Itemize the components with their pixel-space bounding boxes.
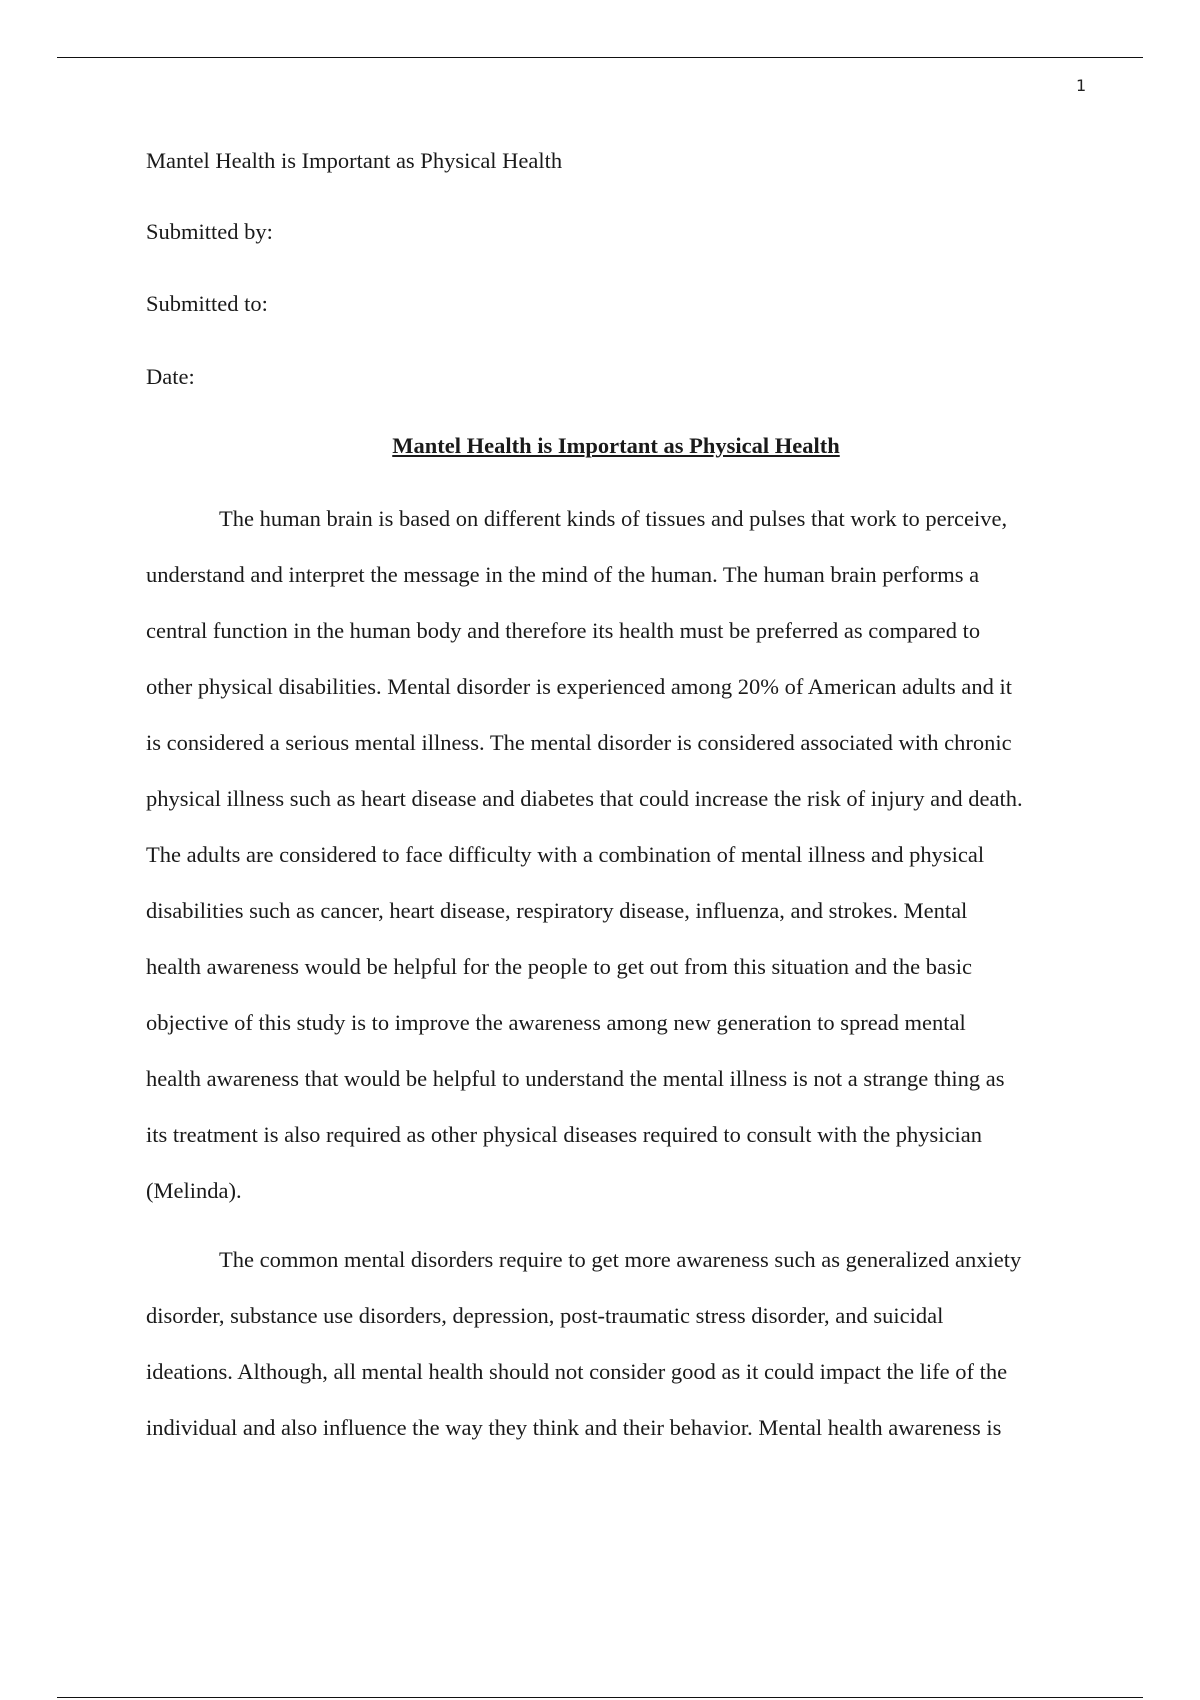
paragraph-line: individual and also influence the way they think and their behavior. Mental health awareness is xyxy=(146,1415,1002,1440)
paragraph-2 xyxy=(146,1232,1086,1456)
date-label: Date: xyxy=(146,364,195,389)
paragraph-line: The adults are considered to face difficulty with a combination of mental illness and physical xyxy=(146,842,985,867)
paragraph-line: its treatment is also required as other physical diseases required to consult with the physician xyxy=(146,1122,983,1147)
essay-heading: Mantel Health is Important as Physical Health xyxy=(392,433,840,458)
paragraph-line: health awareness would be helpful for the people to get out from this situation and the basic xyxy=(146,954,973,979)
paragraph-1 xyxy=(146,491,1086,1219)
paragraph-line: ideations. Although, all mental health should not consider good as it could impact the life of the xyxy=(146,1359,1008,1384)
paragraph-line: physical illness such as heart disease and diabetes that could increase the risk of injury and death. xyxy=(146,786,1023,811)
paragraph-line: The common mental disorders require to get more awareness such as generalized anxiety xyxy=(219,1247,1022,1272)
header-rule xyxy=(57,57,1143,58)
paragraph-line: health awareness that would be helpful to understand the mental illness is not a strange thing as xyxy=(146,1066,1005,1091)
paragraph-line: disorder, substance use disorders, depression, post-traumatic stress disorder, and suicidal xyxy=(146,1303,944,1328)
paragraph-line: other physical disabilities. Mental disorder is experienced among 20% of American adults and it xyxy=(146,674,1013,699)
paragraph-line: understand and interpret the message in the mind of the human. The human brain performs a xyxy=(146,562,980,587)
paragraph-line: (Melinda). xyxy=(146,1178,242,1203)
paragraph-line: disabilities such as cancer, heart disease, respiratory disease, influenza, and strokes. Mental xyxy=(146,898,968,923)
paragraph-line: The human brain is based on different kinds of tissues and pulses that work to perceive, xyxy=(219,506,1008,531)
page-number: 1 xyxy=(1076,76,1087,95)
submitted-to-label: Submitted to: xyxy=(146,291,268,316)
paragraph-line: is considered a serious mental illness. The mental disorder is considered associated with chronic xyxy=(146,730,1012,755)
paragraph-line: central function in the human body and therefore its health must be preferred as compared to xyxy=(146,618,981,643)
title-line: Mantel Health is Important as Physical Health xyxy=(146,148,563,173)
submitted-by-label: Submitted by: xyxy=(146,219,273,244)
footer-rule xyxy=(57,1697,1143,1698)
paragraph-line: objective of this study is to improve the awareness among new generation to spread mental xyxy=(146,1010,966,1035)
